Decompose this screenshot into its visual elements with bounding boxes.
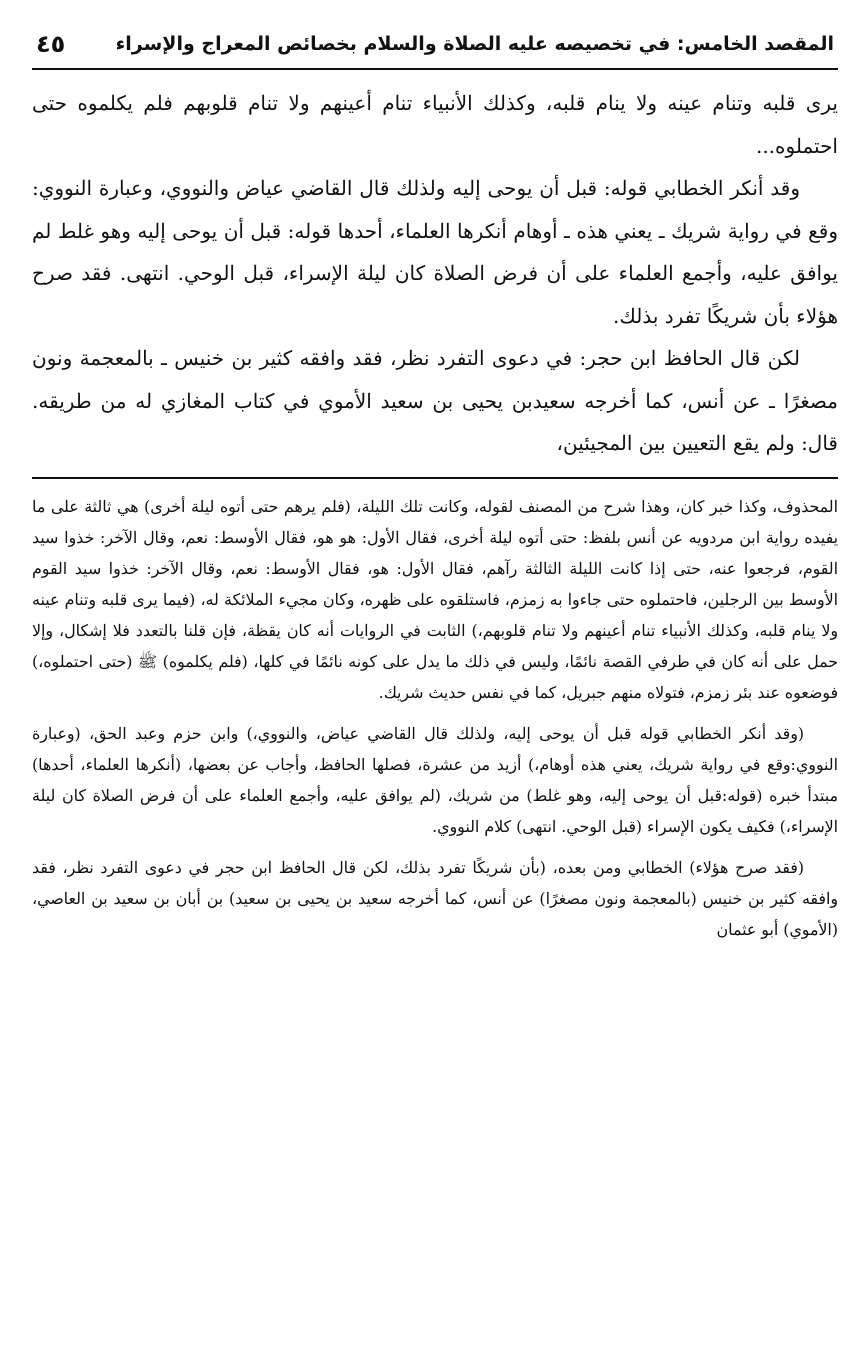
commentary-paragraph: المحذوف، وكذا خبر كان، وهذا شرح من المصنف لقوله، وكانت تلك الليلة، (فلم يرهم حتى أتوه ليلة أخرى) هي ثالثة على ما يفيده رواية ابن مردويه عن أنس بلفظ: حتى أتوه ليلة أخرى، فقال الأول: هو هو، فقال الأوسط: نعم، وقال الآخر: خذوا سيد القوم، فرجعوا عنه، حتى إذا كانت الليلة الثالثة رآهم، فقال الأول: هو، فقال الأوسط: نعم، وقال الآخر: خذوا سيد القوم الأوسط بين الرجلين، فاحتملوه حتى جاءوا به زمزم، فاستلقوه على ظهره، وكان مجيء الملائكة له، (فيما يرى قلبه وتنام عينه ولا ينام قلبه، وكذلك الأنبياء تنام أعينهم ولا تنام قلوبهم،) الثابت في الروايات أنه كان يقظة، فإن قلنا بالتعدد فلا إشكال، وإلا حمل على أنه كان في طرفي القصة نائمًا، وليس في ذلك ما يدل على كونه نائمًا في كلها، (فلم يكلموه) ﷺ (حتى احتملوه،) فوضعوه عند بئر زمزم، فتولاه منهم جبريل، كما في نفس حديث شريك. <box>32 496 838 702</box>
main-text <box>32 82 838 465</box>
running-header <box>32 26 838 70</box>
main-paragraph: وقد أنكر الخطابي قوله: قبل أن يوحى إليه ولذلك قال القاضي عياض والنووي، وعبارة النووي: وقع في رواية شريك ـ يعني هذه ـ أوهام أنكرها العلماء، أحدها قوله: قبل أن يوحى إليه وهو غلط لم يوافق عليه، وأجمع العلماء على أن فرض الصلاة كان ليلة الإسراء، قبل الوحي. انتهى. فقد صرح هؤلاء بأن شريكًا تفرد بذلك. <box>32 176 838 328</box>
commentary-notes <box>32 491 838 945</box>
chapter-title: المقصد الخامس: في تخصيصه عليه الصلاة والسلام بخصائص المعراج والإسراء <box>115 33 834 55</box>
main-paragraph: يرى قلبه وتنام عينه ولا ينام قلبه، وكذلك الأنبياء تنام أعينهم ولا تنام قلوبهم فلم يكلموه حتى احتملوه... <box>32 91 838 158</box>
page-number: ٤٥ <box>36 30 66 58</box>
commentary-paragraph: (فقد صرح هؤلاء) الخطابي ومن بعده، (بأن شريكًا تفرد بذلك، لكن قال الحافظ ابن حجر في دعوى التفرد نظر، فقد وافقه كثير بن خنيس (بالمعجمة ونون مصغرًا) عن أنس، كما أخرجه سعيد بن يحيى بن سعيد) بن أبان بن سعيد بن العاصي، (الأموي) أبو عثمان <box>32 857 838 939</box>
commentary-paragraph: (وقد أنكر الخطابي قوله قبل أن يوحى إليه، ولذلك قال القاضي عياض، والنووي،) وابن حزم وعبد الحق، (وعبارة النووي:وقع في رواية شريك، يعني هذه أوهام،) أزيد من عشرة، فصلها الحافظ، وأجاب عن بعضها، (أنكرها العلماء، أحدها) مبتدأ خبره (قوله:قبل أن يوحى إليه، وهو غلط) من شريك، (لم يوافق عليه، وأجمع العلماء على أن فرض الصلاة كان ليلة الإسراء،) فكيف يكون الإسراء (قبل الوحي. انتهى) كلام النووي. <box>32 723 838 836</box>
footnote-separator <box>32 477 838 479</box>
main-paragraph: لكن قال الحافظ ابن حجر: في دعوى التفرد نظر، فقد وافقه كثير بن خنيس ـ بالمعجمة ونون مصغرًا ـ عن أنس، كما أخرجه سعيدبن يحيى بن سعيد الأموي في كتاب المغازي له من طريقه. قال: ولم يقع التعيين بين المجيئين، <box>32 346 838 455</box>
